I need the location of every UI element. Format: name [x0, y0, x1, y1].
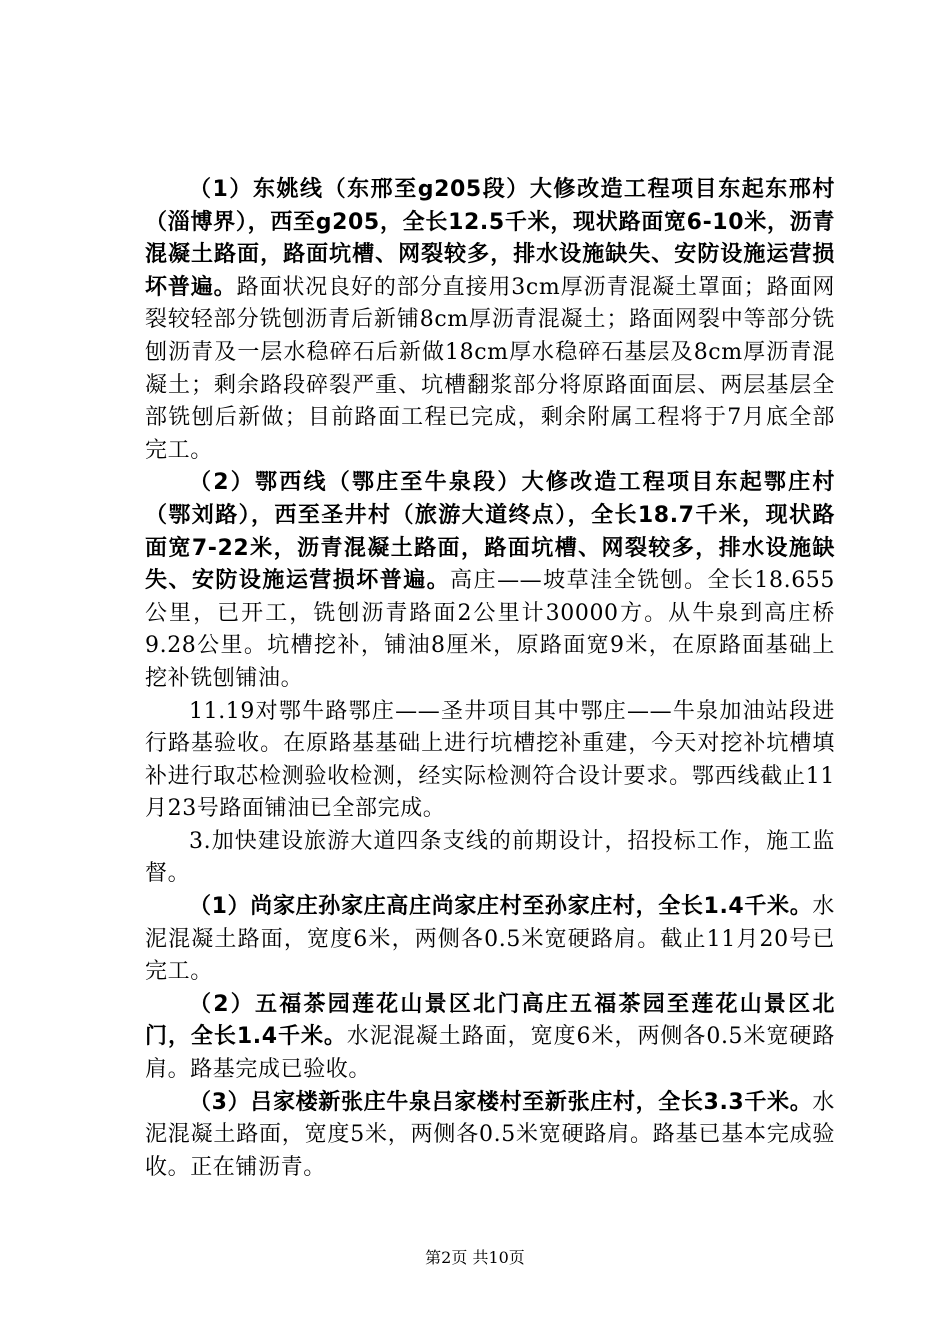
- page-number-footer: 第2页 共10页: [425, 1248, 525, 1267]
- paragraph-bold-lead: （1）东姚线（东邢至g205段）大修改造工程项目东起东邢村（淄博界），西至g205，全长12.5千米，现状路面宽6-10米，沥青混凝土路面，路面坑槽、网裂较多，排水设施缺失、安防设施运营损坏普遍。: [145, 177, 835, 300]
- paragraph-branch-1: [145, 891, 835, 989]
- paragraph-branch-2: [145, 989, 835, 1087]
- paragraph-text: 水泥混凝土路面，宽度6米，两侧各0.5米宽硬路肩。截止11月20号已完工。: [145, 894, 835, 985]
- paragraph-exi-line: [145, 467, 835, 695]
- paragraph-section-3: [145, 826, 835, 891]
- paragraph-branch-3: [145, 1087, 835, 1185]
- paragraph-text: 11.19对鄂牛路鄂庄——圣井项目其中鄂庄——牛泉加油站段进行路基验收。在原路基基础上进行坑槽挖补重建，今天对挖补坑槽填补进行取芯检测验收检测，经实际检测符合设计要求。鄂西线截止11月23号路面铺油已全部完成。: [145, 698, 835, 822]
- paragraph-text: 3.加快建设旅游大道四条支线的前期设计，招投标工作，施工监督。: [145, 828, 835, 887]
- paragraph-subgrade-acceptance: [145, 696, 835, 826]
- paragraph-bold-lead: （2）五福茶园莲花山景区北门高庄五福茶园至莲花山景区北门，全长1.4千米。: [145, 991, 835, 1050]
- paragraph-dongyao-line: [145, 174, 835, 467]
- paragraph-bold-lead: （3）吕家楼新张庄牛泉吕家楼村至新张庄村，全长3.3千米。: [189, 1089, 813, 1115]
- paragraph-text: 路面状况良好的部分直接用3cm厚沥青混凝土罩面；路面网裂较轻部分铣刨沥青后新铺8cm厚沥青混凝土；路面网裂中等部分铣刨沥青及一层水稳碎石后新做18cm厚水稳碎石基层及8cm厚沥青混凝土；剩余路段碎裂严重、坑槽翻浆部分将原路面面层、两层基层全部铣刨后新做；目前路面工程已完成，剩余附属工程将于7月底全部完工。: [145, 274, 835, 463]
- paragraph-text: 水泥混凝土路面，宽度6米，两侧各0.5米宽硬路肩。路基完成已验收。: [145, 1024, 835, 1083]
- paragraph-text: 高庄——坡草洼全铣刨。全长18.655公里，已开工，铣刨沥青路面2公里计30000方。从牛泉到高庄桥9.28公里。坑槽挖补，铺油8厘米，原路面宽9米，在原路面基础上挖补铣刨铺油。: [145, 568, 835, 691]
- paragraph-bold-lead: （2）鄂西线（鄂庄至牛泉段）大修改造工程项目东起鄂庄村（鄂刘路），西至圣井村（旅游大道终点），全长18.7千米，现状路面宽7-22米，沥青混凝土路面，路面坑槽、网裂较多，排水设施缺失、安防设施运营损坏普遍。: [145, 470, 835, 594]
- document-body: [145, 174, 835, 1184]
- paragraph-text: 水泥混凝土路面，宽度5米，两侧各0.5米宽硬路肩。路基已基本完成验收。正在铺沥青。: [145, 1089, 835, 1180]
- paragraph-bold-lead: （1）尚家庄孙家庄高庄尚家庄村至孙家庄村，全长1.4千米。: [189, 894, 813, 920]
